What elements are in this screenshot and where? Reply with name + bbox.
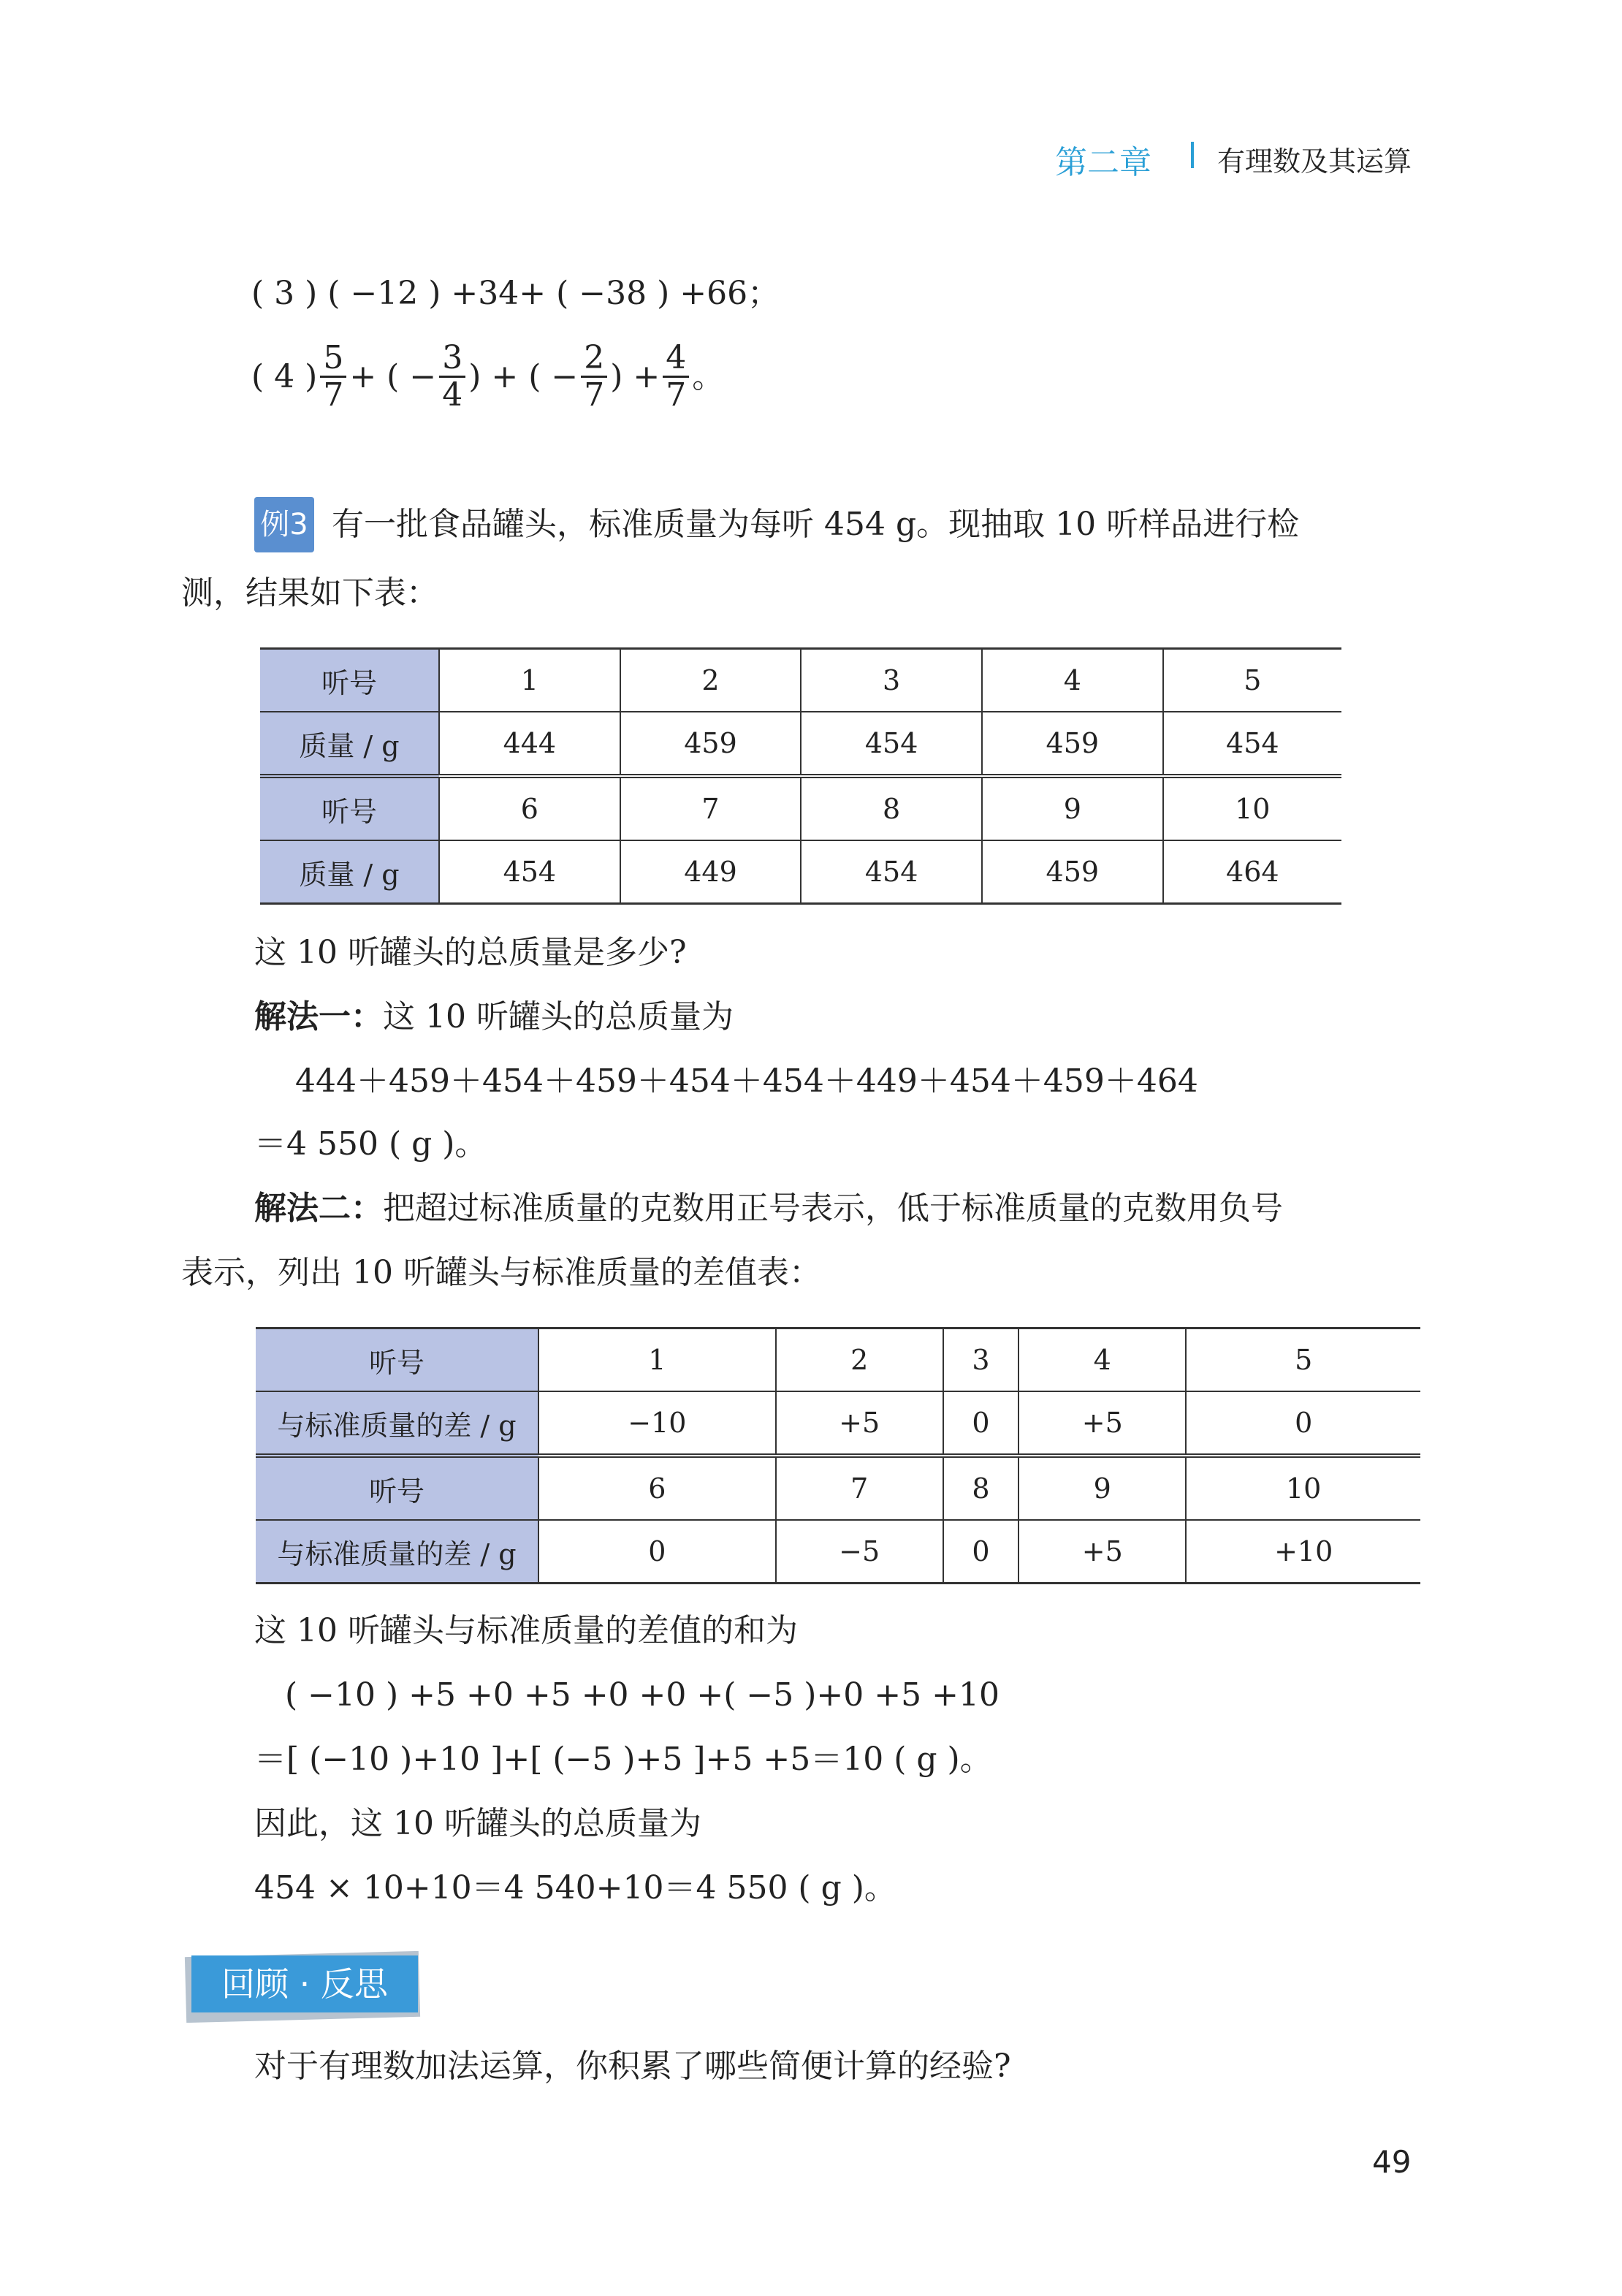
page-number: 49 bbox=[1372, 2144, 1412, 2180]
table-cell: +10 bbox=[1186, 1520, 1420, 1584]
table-cell: 0 bbox=[943, 1391, 1018, 1456]
table-row bbox=[256, 1328, 1420, 1392]
fraction bbox=[663, 341, 689, 413]
solution1-result: ＝4 550 ( g )。 bbox=[254, 1125, 487, 1163]
fraction bbox=[581, 341, 607, 413]
table-cell: 444 bbox=[439, 712, 620, 776]
operator: ) + bbox=[610, 357, 660, 395]
table-cell: 459 bbox=[982, 840, 1163, 904]
numerator: 5 bbox=[320, 341, 346, 378]
solution2-line2: 表示，列出 10 听罐头与标准质量的差值表： bbox=[181, 1254, 821, 1291]
table-cell: 2 bbox=[620, 649, 802, 712]
row-header-cell: 质量 / g bbox=[260, 840, 439, 904]
row-header-cell: 与标准质量的差 / g bbox=[256, 1391, 538, 1456]
mass-table bbox=[260, 647, 1341, 905]
table-cell: 454 bbox=[1163, 712, 1341, 776]
table-cell: 5 bbox=[1163, 649, 1341, 712]
example-text-line2: 测，结果如下表： bbox=[181, 574, 438, 612]
denominator: 7 bbox=[666, 376, 687, 414]
denominator: 7 bbox=[584, 376, 605, 414]
table-cell: 10 bbox=[1186, 1456, 1420, 1520]
period: 。 bbox=[692, 357, 725, 395]
difference-table bbox=[256, 1327, 1420, 1584]
table-row bbox=[260, 712, 1341, 776]
table-cell: 459 bbox=[620, 712, 802, 776]
table-cell: 2 bbox=[776, 1328, 943, 1392]
header-divider bbox=[1191, 142, 1194, 168]
solution2 bbox=[254, 1187, 1283, 1231]
example-text-line1: 有一批食品罐头，标准质量为每听 454 g。现抽取 10 听样品进行检 bbox=[332, 506, 1300, 543]
table-cell: 9 bbox=[1018, 1456, 1186, 1520]
review-question: 对于有理数加法运算，你积累了哪些简便计算的经验? bbox=[254, 2048, 1011, 2085]
table-cell: 3 bbox=[801, 649, 982, 712]
table-cell: 449 bbox=[620, 840, 802, 904]
table-cell: 3 bbox=[943, 1328, 1018, 1392]
table-cell: 0 bbox=[538, 1520, 776, 1584]
numerator: 2 bbox=[581, 341, 607, 378]
row-header-cell: 听号 bbox=[256, 1456, 538, 1520]
solution1 bbox=[254, 995, 734, 1039]
calc-expression1: ( −10 ) +5 +0 +5 +0 +0 +( −5 )+0 +5 +10 bbox=[285, 1676, 1000, 1714]
exercise-3: ( 3 ) ( −12 ) +34+ ( −38 ) +66； bbox=[251, 275, 780, 312]
table-cell: 4 bbox=[982, 649, 1163, 712]
table-cell: 459 bbox=[982, 712, 1163, 776]
calc-final: 454 × 10+10＝4 540+10＝4 550 ( g )。 bbox=[254, 1869, 896, 1907]
calc-therefore: 因此，这 10 听罐头的总质量为 bbox=[254, 1805, 701, 1842]
row-header-cell: 与标准质量的差 / g bbox=[256, 1520, 538, 1584]
table-cell: 8 bbox=[801, 776, 982, 840]
table-cell: 7 bbox=[620, 776, 802, 840]
table-row bbox=[256, 1391, 1420, 1456]
table-row bbox=[260, 649, 1341, 712]
table-cell: +5 bbox=[776, 1391, 943, 1456]
table-cell: 1 bbox=[538, 1328, 776, 1392]
operator: + ( − bbox=[349, 357, 437, 395]
table-row bbox=[260, 840, 1341, 904]
solution1-label: 解法一： bbox=[254, 998, 383, 1035]
chapter-label: 第二章 bbox=[1055, 144, 1151, 181]
table-cell: 6 bbox=[538, 1456, 776, 1520]
table-cell: 6 bbox=[439, 776, 620, 840]
table-cell: 454 bbox=[439, 840, 620, 904]
table-cell: 464 bbox=[1163, 840, 1341, 904]
review-label: 回顾 · 反思 bbox=[191, 1955, 418, 2012]
solution1-text: 这 10 听罐头的总质量为 bbox=[383, 998, 734, 1035]
table-row bbox=[260, 776, 1341, 840]
solution1-expression: 444＋459＋454＋459＋454＋454＋449＋454＋459＋464 bbox=[295, 1063, 1198, 1100]
table-cell: 454 bbox=[801, 712, 982, 776]
numerator: 4 bbox=[663, 341, 689, 378]
example-badge: 例3 bbox=[254, 497, 314, 552]
question: 这 10 听罐头的总质量是多少? bbox=[254, 934, 687, 971]
chapter-title: 有理数及其运算 bbox=[1217, 145, 1412, 178]
exercise-4 bbox=[251, 341, 724, 413]
table-cell: 0 bbox=[943, 1520, 1018, 1584]
table-row bbox=[256, 1456, 1420, 1520]
table-cell: +5 bbox=[1018, 1391, 1186, 1456]
denominator: 7 bbox=[323, 376, 344, 414]
table-cell: −10 bbox=[538, 1391, 776, 1456]
table-cell: 454 bbox=[801, 840, 982, 904]
row-header-cell: 听号 bbox=[260, 649, 439, 712]
operator: ) + ( − bbox=[468, 357, 579, 395]
table-cell: −5 bbox=[776, 1520, 943, 1584]
table-cell: 7 bbox=[776, 1456, 943, 1520]
row-header-cell: 质量 / g bbox=[260, 712, 439, 776]
review-banner bbox=[186, 1950, 419, 2020]
fraction bbox=[320, 341, 346, 413]
row-header-cell: 听号 bbox=[260, 776, 439, 840]
table-cell: 10 bbox=[1163, 776, 1341, 840]
exercise-4-label: ( 4 ) bbox=[251, 357, 318, 395]
calc-expression2: ＝[ (−10 )+10 ]+[ (−5 )+5 ]+5 +5＝10 ( g )。 bbox=[254, 1741, 992, 1778]
fraction bbox=[439, 341, 465, 413]
table-cell: 5 bbox=[1186, 1328, 1420, 1392]
table-cell: 1 bbox=[439, 649, 620, 712]
table-cell: 9 bbox=[982, 776, 1163, 840]
denominator: 4 bbox=[442, 376, 463, 414]
table-cell: 4 bbox=[1018, 1328, 1186, 1392]
calc-intro: 这 10 听罐头与标准质量的差值的和为 bbox=[254, 1612, 798, 1649]
solution2-label: 解法二： bbox=[254, 1190, 383, 1227]
table-row bbox=[256, 1520, 1420, 1584]
table-cell: +5 bbox=[1018, 1520, 1186, 1584]
numerator: 3 bbox=[439, 341, 465, 378]
solution2-text: 把超过标准质量的克数用正号表示，低于标准质量的克数用负号 bbox=[383, 1190, 1283, 1227]
row-header-cell: 听号 bbox=[256, 1328, 538, 1392]
table-cell: 0 bbox=[1186, 1391, 1420, 1456]
table-cell: 8 bbox=[943, 1456, 1018, 1520]
